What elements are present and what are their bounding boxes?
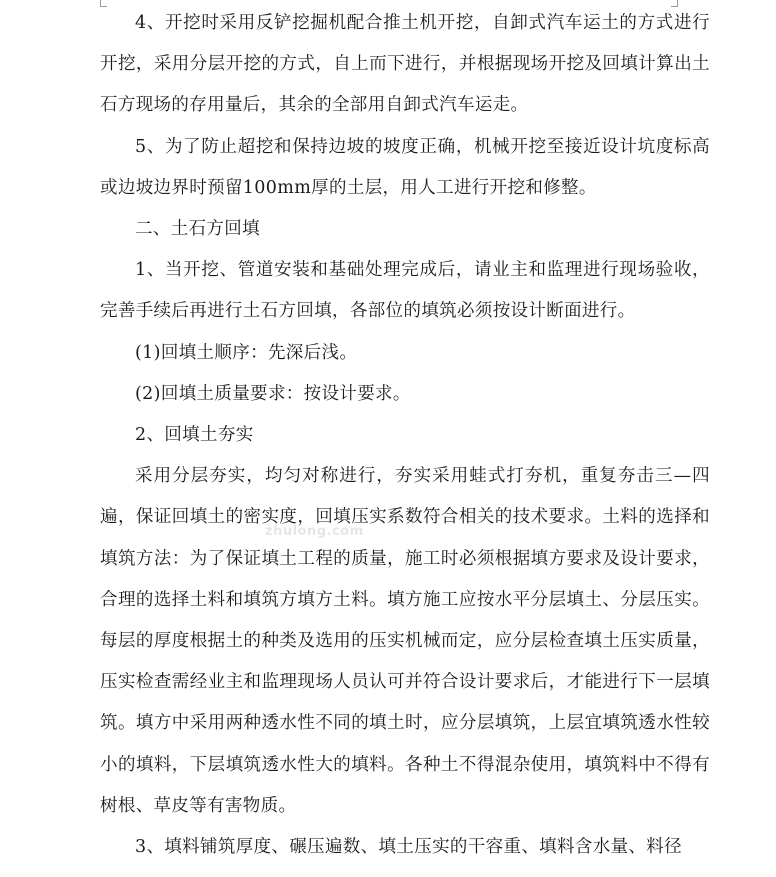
section-heading-backfill: 二、土石方回填: [135, 219, 260, 240]
paragraph-fill-parameters: 3、填料铺筑厚度、碾压遍数、填土压实的干容重、填料含水量、料径: [135, 837, 682, 858]
list-item-backfill-order: (1)回填土顺序：先深后浅。: [135, 342, 358, 363]
paragraph-backfill-acceptance: 1、当开挖、管道安装和基础处理完成后，请业主和监理进行现场验收，完善手续后再进行土石方回填，各部位的填筑必须按设计断面进行。: [100, 260, 710, 322]
list-item-backfill-quality: (2)回填土质量要求：按设计要求。: [135, 383, 411, 404]
document-body: [100, 0, 710, 868]
subheading-compaction: 2、回填土夯实: [135, 425, 254, 446]
paragraph-excavation-method: 4、开挖时采用反铲挖掘机配合推土机开挖，自卸式汽车运土的方式进行开挖，采用分层开挖的方式，自上而下进行，并根据现场开挖及回填计算出土石方现场的存用量后，其余的全部用自卸式汽车运走。: [100, 13, 710, 116]
watermark-logo: zhulong.com: [265, 524, 364, 539]
paragraph-over-excavation-prevention: 5、为了防止超挖和保持边坡的坡度正确，机械开挖至接近设计坑度标高或边坡边界时预留100mm厚的土层，用人工进行开挖和修整。: [100, 136, 710, 198]
paragraph-compaction-details: 采用分层夯实，均匀对称进行，夯实采用蛙式打夯机，重复夯击三—四遍，保证回填土的密实度，回填压实系数符合相关的技术要求。土料的选择和填筑方法：为了保证填土工程的质量，施工时必须根据填方要求及设计要求，合理的选择土料和填筑方填方土料。填方施工应按水平分层填土、分层压实。每层的厚度根据土的种类及选用的压实机械而定，应分层检查填土压实质量，压实检查需经业主和监理现场人员认可并符合设计要求后，才能进行下一层填筑。填方中采用两种透水性不同的填土时，应分层填筑，上层宜填筑透水性较小的填料，下层填筑透水性大的填料。各种土不得混杂使用，填筑料中不得有树根、草皮等有害物质。: [100, 466, 710, 816]
